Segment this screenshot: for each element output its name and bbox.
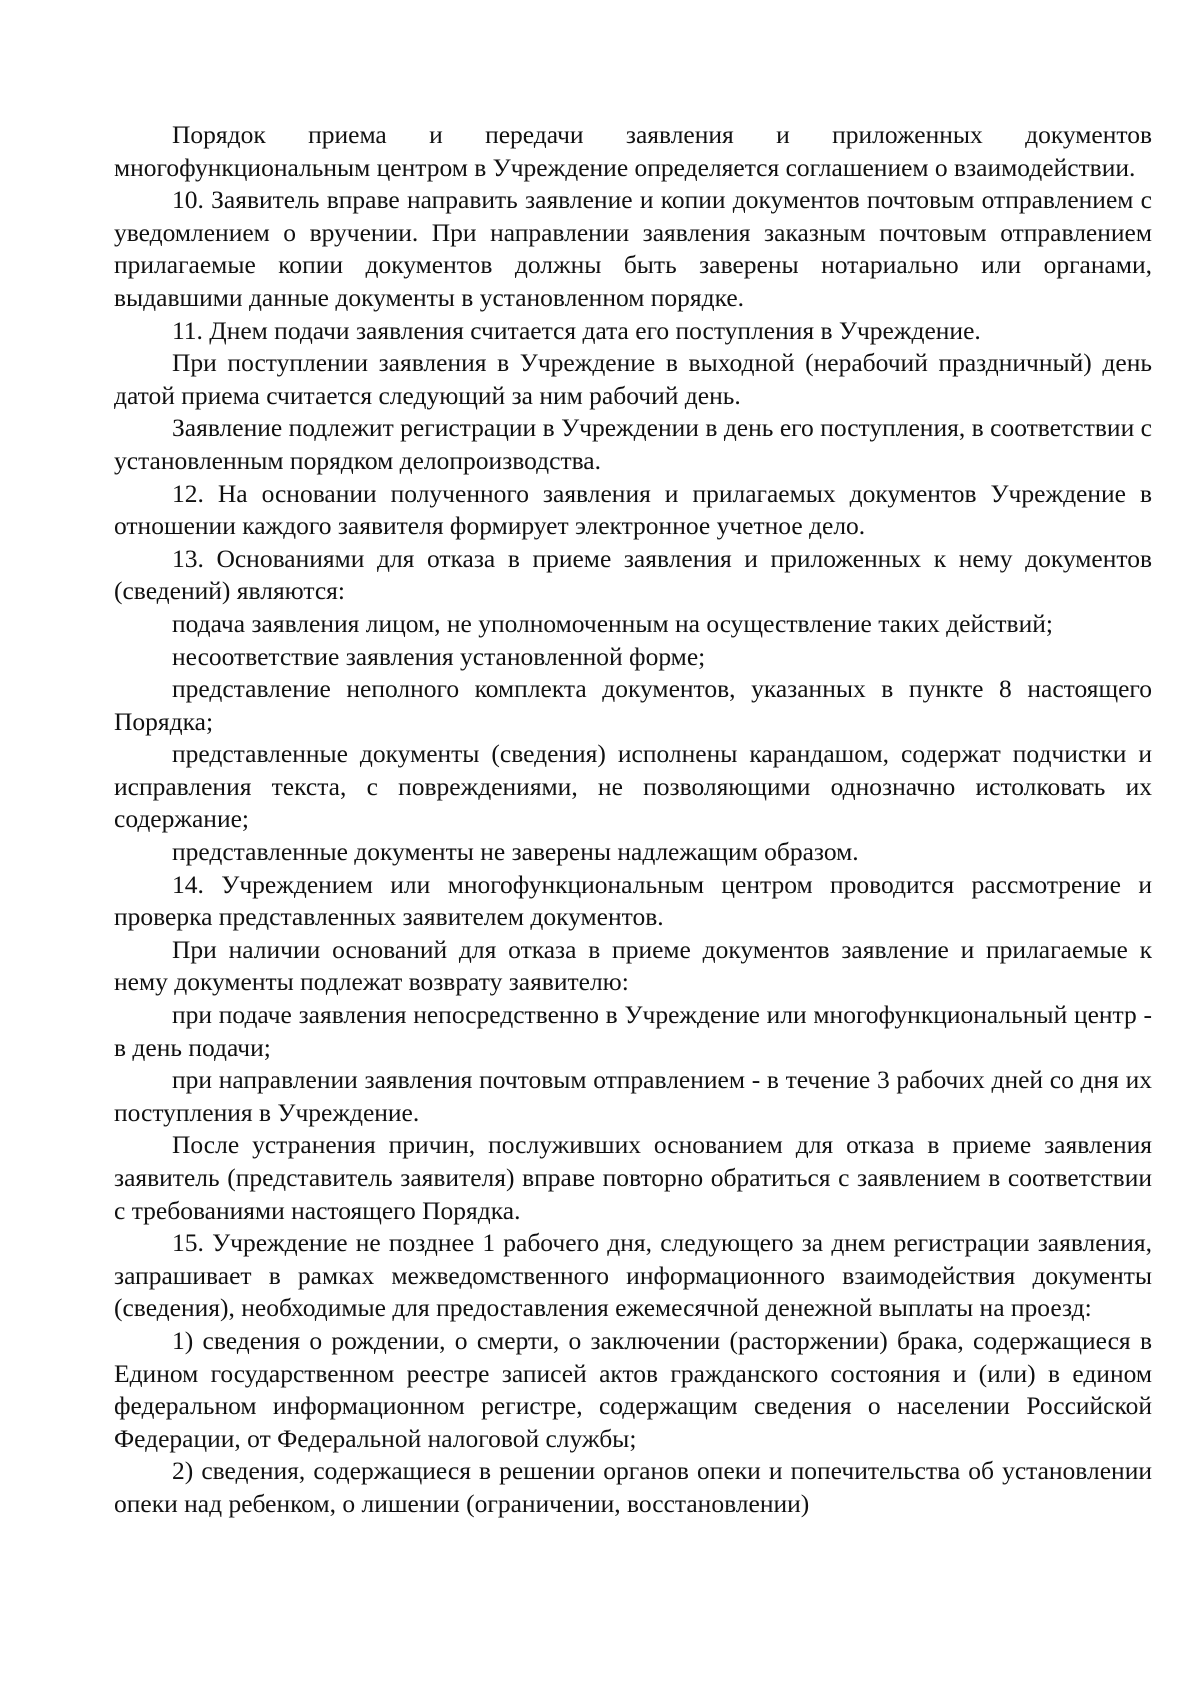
paragraph-item-11: 11. Днем подачи заявления считается дата его поступления в Учреждение.: [172, 315, 981, 345]
return-case-in-person: при подаче заявления непосредственно в Учреждение или многофункциональный центр - в день подачи;: [114, 1000, 1152, 1062]
paragraph-item-12: 12. На основании полученного заявления и прилагаемых документов Учреждение в отношении каждого заявителя формирует электронное учетное дело.: [114, 478, 1152, 541]
refusal-reason-pencil-corrections: представленные документы (сведения) исполнены карандашом, содержат подчистки и исправления текста, с повреждениями, не позволяющими однозначно истолковать их содержание;: [114, 739, 1152, 834]
refusal-reason-form-mismatch: несоответствие заявления установленной форме;: [172, 641, 706, 671]
paragraph-weekend-receipt: При поступлении заявления в Учреждение в выходной (нерабочий праздничный) день датой приема считается следующий за ним рабочий день.: [114, 348, 1152, 410]
paragraph-mfc-transfer-order: Порядок приема и передачи заявления и приложенных документов многофункциональным центром в Учреждение определяется соглашением о взаимодействии.: [114, 120, 1152, 182]
refusal-reason-not-certified: представленные документы не заверены надлежащим образом.: [172, 837, 859, 867]
paragraph-reapply: После устранения причин, послуживших основанием для отказа в приеме заявления заявитель (представитель заявителя) вправе повторно обратиться с заявлением в соответствии с требованиями настоящего Порядка.: [114, 1130, 1152, 1225]
request-item-2: 2) сведения, содержащиеся в решении органов опеки и попечительства об установлении опеки над ребенком, о лишении (ограничении, восстановлении): [114, 1456, 1152, 1518]
paragraph-item-10: 10. Заявитель вправе направить заявление и копии документов почтовым отправлением с уведомлением о вручении. При направлении заявления заказным почтовым отправлением прилагаемые копии документов должны быть заверены нотариально или органами, выдавшими данные документы в установленном порядке.: [114, 185, 1152, 312]
refusal-reason-unauthorized: подача заявления лицом, не уполномоченным на осуществление таких действий;: [172, 608, 1053, 638]
paragraph-item-13: 13. Основаниями для отказа в приеме заявления и приложенных к нему документов (сведений) являются:: [114, 543, 1152, 606]
paragraph-return-documents: При наличии оснований для отказа в приеме документов заявление и прилагаемые к нему документы подлежат возврату заявителю:: [114, 934, 1152, 997]
return-case-by-mail: при направлении заявления почтовым отправлением - в течение 3 рабочих дней со дня их поступления в Учреждение.: [114, 1065, 1152, 1127]
paragraph-item-14: 14. Учреждением или многофункциональным центром проводится рассмотрение и проверка представленных заявителем документов.: [114, 869, 1152, 932]
paragraph-registration: Заявление подлежит регистрации в Учреждении в день его поступления, в соответствии с установленным порядком делопроизводства.: [114, 413, 1152, 475]
paragraph-item-15: 15. Учреждение не позднее 1 рабочего дня, следующего за днем регистрации заявления, запрашивает в рамках межведомственного информационного взаимодействия документы (сведения), необходимые для предоставления ежемесячной денежной выплаты на проезд:: [114, 1228, 1152, 1323]
request-item-1: 1) сведения о рождении, о смерти, о заключении (расторжении) брака, содержащиеся в Едином государственном реестре записей актов гражданского состояния и (или) в едином федеральном информационном регистре, содержащим сведения о населении Российской Федерации, от Федеральной налоговой службы;: [114, 1325, 1152, 1453]
refusal-reason-incomplete-set: представление неполного комплекта документов, указанных в пункте 8 настоящего Порядка;: [114, 674, 1152, 736]
